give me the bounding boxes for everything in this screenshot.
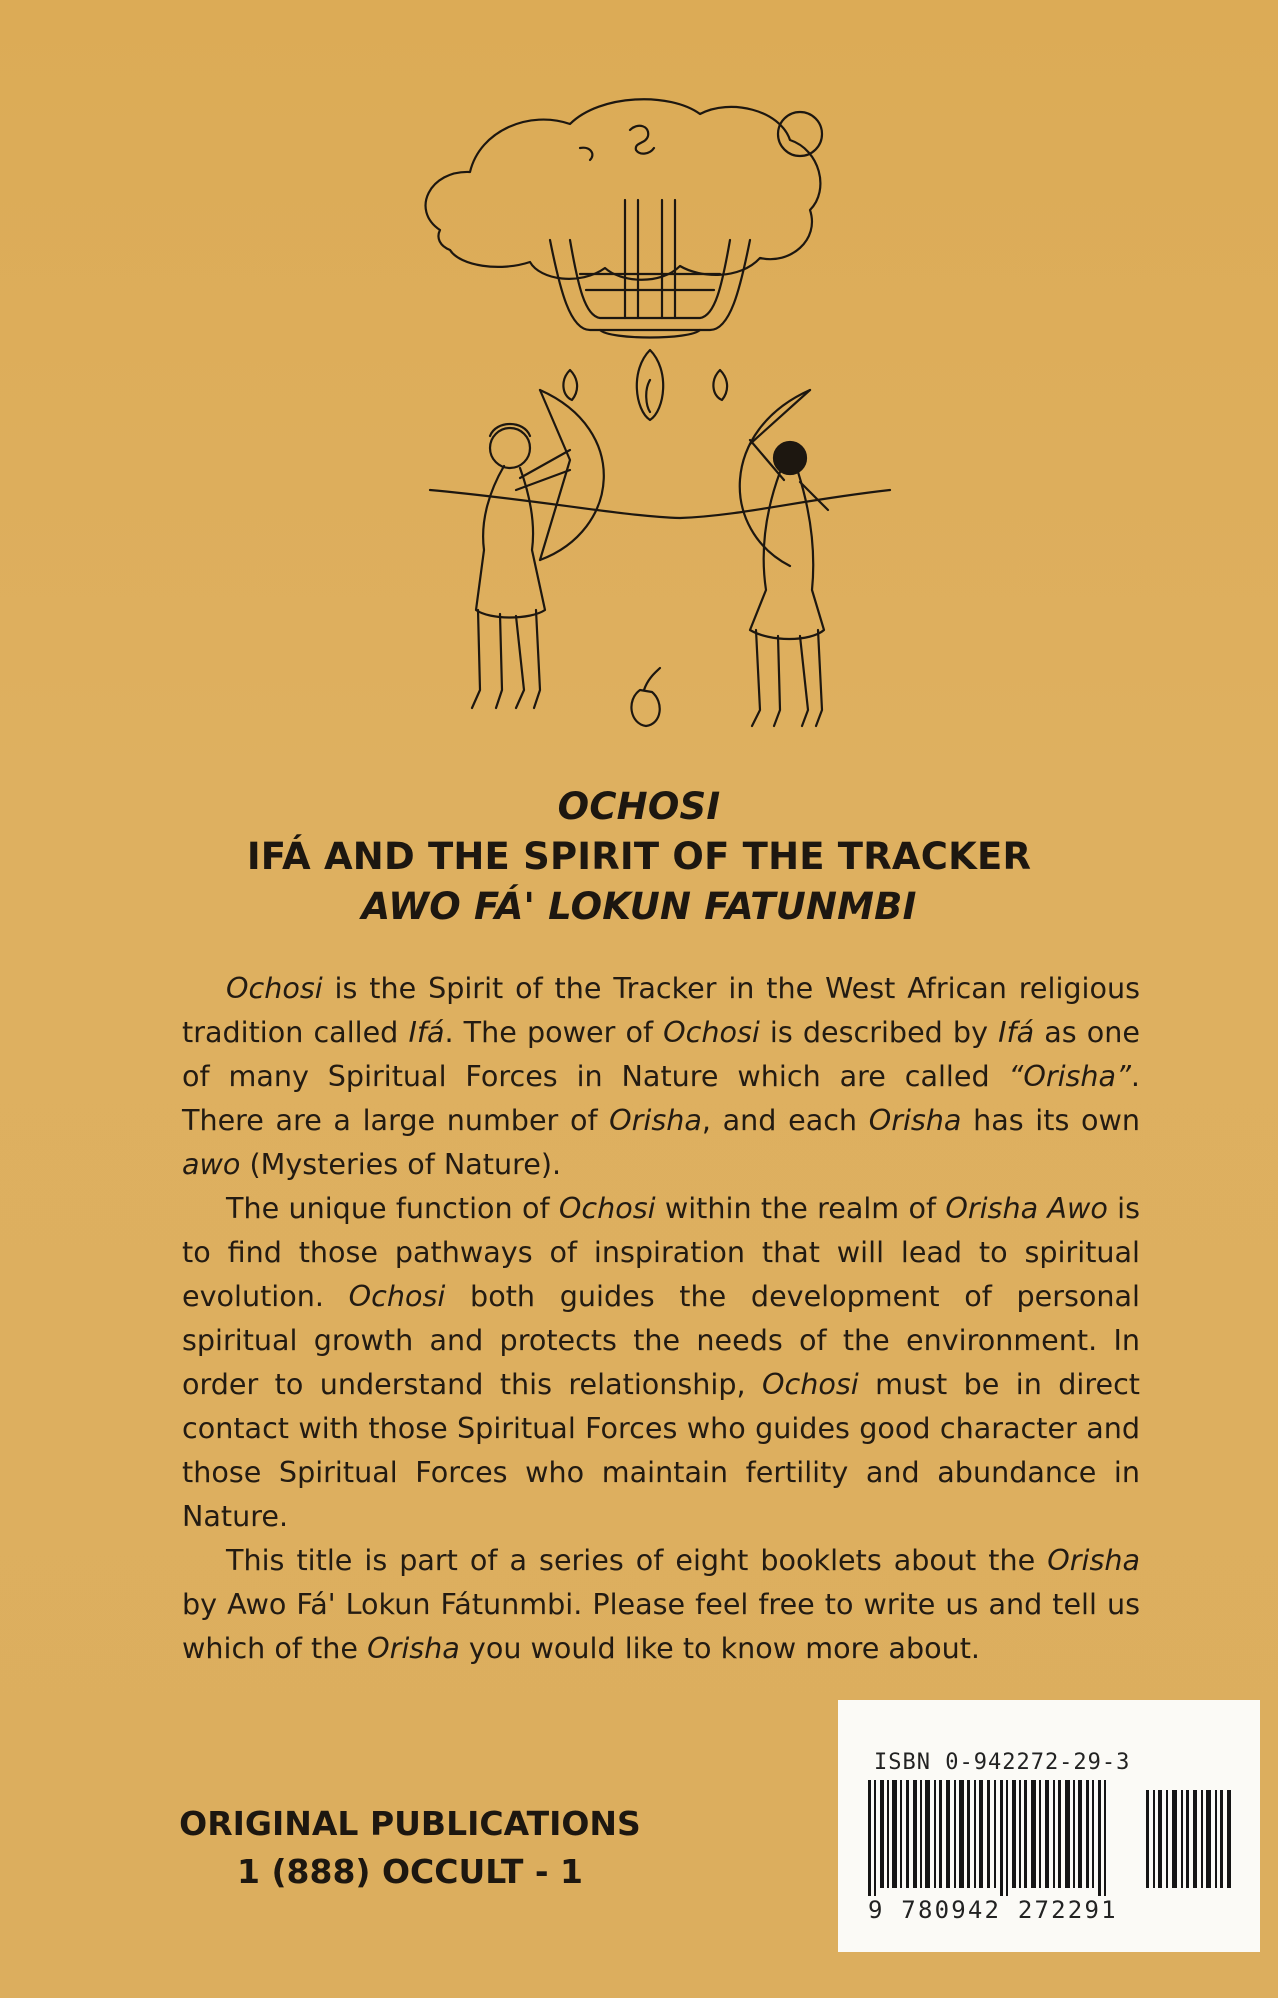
text: both guides the development of personal spiritual growth and protects the needs of the environment. In order to understand this relationship, [182,1279,1140,1401]
emph: Orisha [367,1631,460,1665]
text: within the realm of [655,1191,946,1225]
emph: awo [182,1147,241,1181]
description-paragraph-3 [182,1538,1140,1670]
publisher-name: ORIGINAL PUBLICATIONS [179,1804,641,1843]
publisher-block [150,1800,670,1896]
emph: Orisha Awo [945,1191,1108,1225]
emph: Ochosi [226,971,323,1005]
text: must be in direct contact with those Spiritual Forces who guides good character and those Spiritual Forces who maintain fertility and abundance in Nature. [182,1367,1140,1533]
emph: Ifá [408,1015,445,1049]
description [182,966,1140,1670]
text: This title is part of a series of eight booklets about the [226,1543,1048,1577]
text: The unique function of [226,1191,559,1225]
emph: Ochosi [348,1279,446,1313]
description-paragraph-1 [182,966,1140,1186]
isbn-label: ISBN 0-942272-29-3 [874,1750,1131,1775]
emph: Orisha [868,1103,962,1137]
text: has its own [961,1103,1140,1137]
title-line-author: AWO FÁ' LOKUN FATUNMBI [361,885,917,928]
text: (Mysteries of Nature). [240,1147,562,1181]
text: is described by [759,1015,999,1049]
text: you would like to know more about. [459,1631,981,1665]
text: is to find those pathways of inspiration that will lead to spiritual evolution. [182,1191,1140,1313]
text: , and each [701,1103,869,1137]
text: by Awo Fá' Lokun Fátunmbi. Please feel free to write us and tell us which of the [182,1587,1140,1665]
emph: Orisha [609,1103,702,1137]
emph: Ochosi [762,1367,859,1401]
barcode-panel [838,1700,1260,1952]
description-paragraph-2 [182,1186,1140,1538]
publisher-phone: 1 (888) OCCULT - 1 [237,1852,583,1891]
title-line-subtitle: IFÁ AND THE SPIRIT OF THE TRACKER [246,835,1032,878]
emph: “Orisha” [1008,1059,1131,1093]
ochosi-archers-tree-illustration [420,90,900,750]
emph: Ochosi [663,1015,760,1049]
text: is the Spirit of the Tracker in the West African religious tradition called [182,971,1140,1049]
emph: Ochosi [558,1191,656,1225]
title-block [0,782,1278,932]
barcode-digits: 9 780942 272291 [868,1896,1118,1924]
barcode-bars-icon [866,1780,1238,1900]
emph: Ifá [998,1015,1035,1049]
text: . There are a large number of [182,1059,1140,1137]
text: as one of many Spiritual Forces in Nature which are called [182,1015,1140,1093]
title-line-ochosi: OCHOSI [557,785,721,828]
emph: Orisha [1047,1543,1140,1577]
text: . The power of [444,1015,664,1049]
